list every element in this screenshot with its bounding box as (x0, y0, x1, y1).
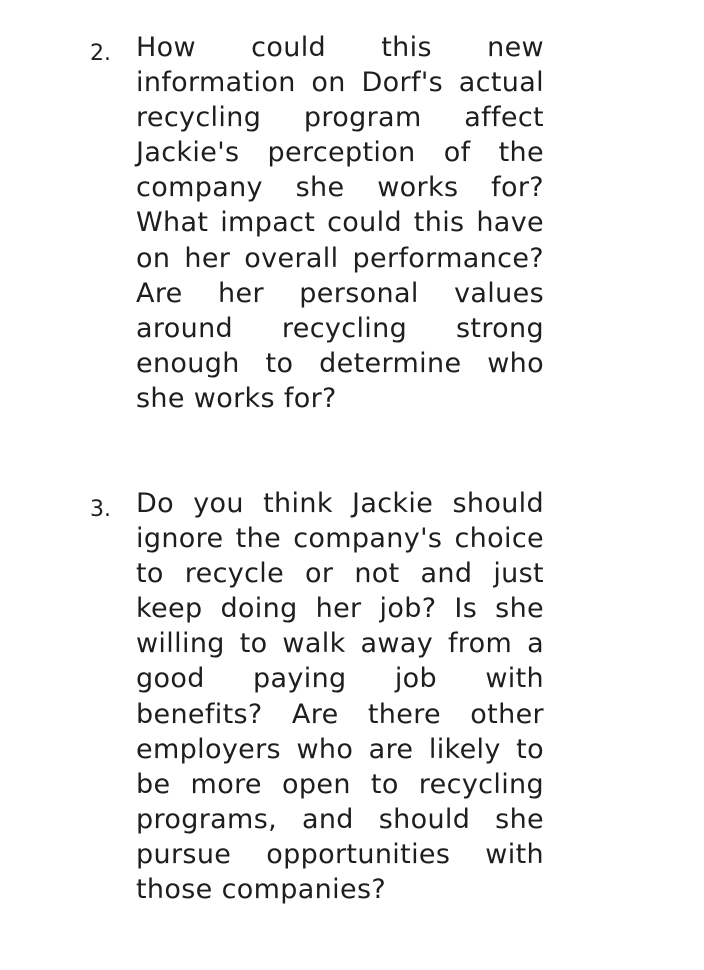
question-text: How could this new information on Dorf's actual recycling program affect Jackie's perception of the company she works for? What impact could this have on her overall performance? Are her personal values around recycling strong enough to determine who she works for? (136, 32, 544, 414)
question-text: Do you think Jackie should ignore the company's choice to recycle or not and just keep doing her job? Is she willing to walk away from a good paying job with benefits? Are there other employers who are likely to be more open to recycling programs, and should she pursue opportunities with those companies? (136, 488, 544, 906)
list-number: 2. (90, 41, 111, 66)
list-number: 3. (90, 497, 111, 522)
